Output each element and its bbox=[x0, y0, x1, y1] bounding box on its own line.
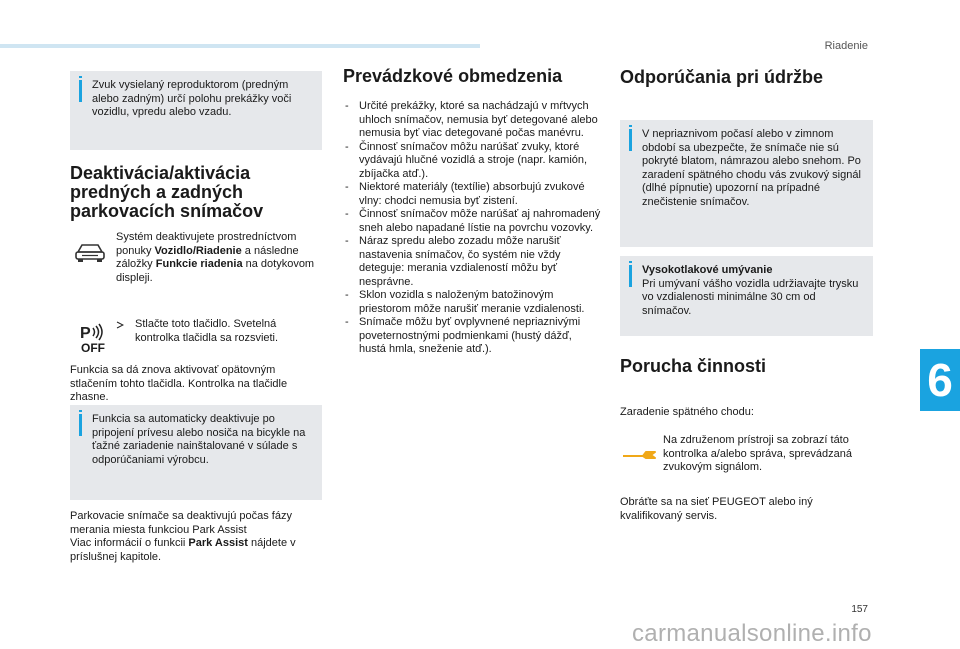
parking-sensor-icon bbox=[80, 323, 106, 341]
menu-instructions: Systém deaktivujete prostredníctvom ponuky Vozidlo/Riadenie a následne záložky Funkcie riadenia na dotykovom displeji. bbox=[116, 231, 315, 284]
reverse-gear-text: Zaradenie spätného chodu: bbox=[620, 406, 754, 418]
park-assist-bold: Park Assist bbox=[188, 537, 248, 549]
list-item: - Činnosť snímačov môže narúšať aj nahromadený sneh alebo napadané lístie na povrchu vozovky. bbox=[343, 208, 601, 235]
svg-text:P: P bbox=[80, 325, 91, 341]
list-item: - Snímače môžu byť ovplyvnené nepriaznivými poveternostnými podmienkami (hustý dážď, hustá hmla, sneženie atď.). bbox=[343, 316, 601, 357]
info-box-high-pressure bbox=[620, 256, 873, 336]
section-heading-deactivation: Deaktivácia/aktivácia predných a zadných parkovacích snímačov bbox=[70, 163, 264, 221]
limitations-list bbox=[343, 100, 601, 357]
list-item: - Určité prekážky, ktoré sa nachádzajú v mŕtvych uhloch snímačov, nemusia byť detegované alebo nemusia byť viac detegované počas manévru. bbox=[343, 100, 601, 141]
list-item: - Činnosť snímačov môžu narúšať zvuky, ktoré vydávajú hlučné vozidlá a stroje (napr. kamión, zbíjačka atď.). bbox=[343, 141, 601, 182]
info-text: Zvuk vysielaný reproduktorom (predným alebo zadným) určí polohu prekážky voči vozidlu, vpredu alebo vzadu. bbox=[92, 79, 292, 118]
menu-vehicle-driving: Vozidlo/Riadenie bbox=[154, 244, 242, 257]
list-item: - Náraz spredu alebo zozadu môže narušiť nastavenia snímačov, čo systém nie vždy deteguje: merania vzdialeností môžu byť nesprávne. bbox=[343, 235, 601, 289]
section-heading-malfunction: Porucha činnosti bbox=[620, 356, 767, 376]
park-assist-text: Parkovacie snímače sa deaktivujú počas fázy merania miesta funkciou Park Assist Viac informácií o funkcii Park Assist nájdete v príslušnej kapitole. bbox=[70, 510, 296, 563]
info-box-sound bbox=[70, 71, 322, 150]
arrow-bullet-icon bbox=[116, 321, 124, 329]
vehicle-driving-icon bbox=[73, 242, 107, 264]
section-title: Riadenie bbox=[824, 40, 868, 52]
reactivate-text: Funkcia sa dá znova aktivovať opätovným stlačením tohto tlačidla. Kontrolka na tlačidle zhasne. bbox=[70, 364, 288, 403]
service-text: Obráťte sa na sieť PEUGEOT alebo iný kvalifikovaný servis. bbox=[620, 496, 813, 522]
section-heading-maintenance: Odporúčania pri údržbe bbox=[620, 67, 824, 87]
wrench-warning-text: Na združenom prístroji sa zobrazí táto kontrolka a/alebo správa, sprevádzaná zvukovým signálom. bbox=[663, 434, 852, 473]
info-icon bbox=[629, 129, 632, 151]
tab-driving-functions: Funkcie riadenia bbox=[155, 258, 243, 270]
info-icon bbox=[629, 265, 632, 287]
wrench-icon bbox=[621, 447, 657, 461]
button-instruction: Stlačte toto tlačidlo. Svetelná kontrolka tlačidla sa rozsvieti. bbox=[135, 318, 279, 344]
info-box-trailer bbox=[70, 405, 322, 500]
watermark: carmanualsonline.info bbox=[632, 620, 872, 647]
info-icon bbox=[79, 414, 82, 436]
off-label: OFF bbox=[81, 341, 105, 355]
info-box-winter bbox=[620, 120, 873, 247]
list-item: - Niektoré materiály (textílie) absorbujú zvukové vlny: chodci nemusia byť zistení. bbox=[343, 181, 601, 208]
info-text: Pri umývaní vášho vozidla udržiavajte trysku vo vzdialenosti minimálne 30 cm od snímačov. bbox=[642, 277, 859, 317]
page-number: 157 bbox=[851, 604, 868, 615]
section-heading-limitations: Prevádzkové obmedzenia bbox=[343, 66, 563, 86]
list-item: - Sklon vozidla s naloženým batožinovým priestorom môže narušiť meranie vzdialenosti. bbox=[343, 289, 601, 316]
info-title: Vysokotlakové umývanie bbox=[642, 264, 773, 276]
info-text: Funkcia sa automaticky deaktivuje po pripojení prívesu alebo nosiča na bicykle na ťažné zariadenie nainštalované v súlade s odporúčaniami výrobcu. bbox=[92, 413, 306, 466]
chapter-tab: 6 bbox=[920, 349, 960, 411]
header-rule bbox=[0, 44, 480, 48]
info-text: V nepriaznivom počasí alebo v zimnom období sa ubezpečte, že snímače nie sú pokryté blatom, námrazou alebo snehom. Po zaradení spätného chodu vás zvukový signál (dlhé pípnutie) upozorní na prípadné znečistenie snímačov. bbox=[642, 128, 861, 208]
info-icon bbox=[79, 80, 82, 102]
